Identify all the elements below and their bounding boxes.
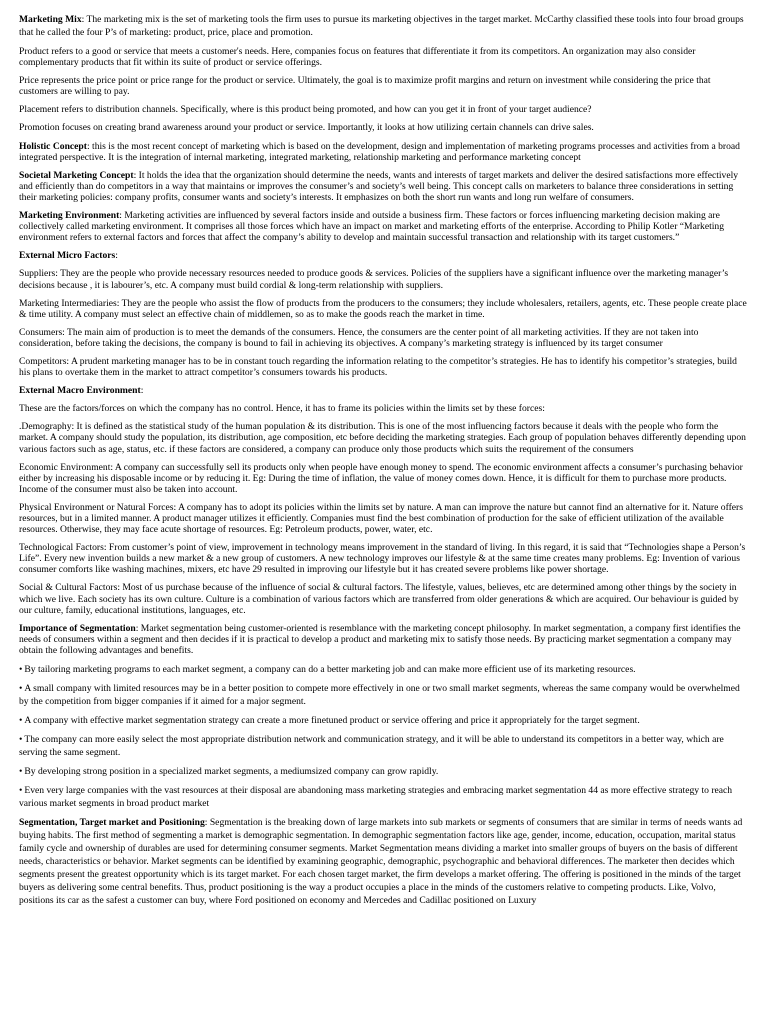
p-bullet-6 xyxy=(19,784,749,810)
p-demography xyxy=(19,421,749,454)
document-page xyxy=(19,13,749,914)
paragraph-text: Market segmentation being customer-oriented is resemblance with the marketing concept philosophy. In market segmentation, a company first identifies the needs of consumers within a segment and then decides if it is practical to develop a product and marketing mix to satisfy those needs. By practicing market segmentation a company may obtain the following advantages and benefits. xyxy=(19,622,741,656)
p-societal xyxy=(19,170,749,203)
bullet-marker: • xyxy=(19,715,23,727)
section-heading: Marketing Environment xyxy=(19,210,120,222)
p-holistic xyxy=(19,141,749,163)
heading-separator: : xyxy=(204,817,210,829)
p-bullet-2 xyxy=(19,682,749,708)
p-bullet-5 xyxy=(19,765,749,778)
section-heading: Marketing Mix xyxy=(19,14,82,25)
section-heading: Segmentation, Target market and Positioning xyxy=(19,817,205,829)
p-product xyxy=(19,46,749,68)
p-intermediaries xyxy=(19,298,749,320)
paragraph-text: Even very large companies with the vast resources at their disposal are abandoning mass marketing strategies and embracing market segmentation 44 as more effective strategy to reach various market segments in broad product market xyxy=(19,785,733,810)
paragraph-text: It holds the idea that the organization should determine the needs, wants and interests of target markets and deliver the desired satisfactions more effectively and efficiently than do competitors in a way that maintains or improves the consumer’s and society’s well being. This concept calls on marketers to balance three considerations in setting their marketing policies: company profits, consumer wants and society’s interests. It emphasizes on both the short run wants and long run welfare of consumers. xyxy=(19,169,739,203)
paragraph-text: By tailoring marketing programs to each market segment, a company can do a better marketing job and can make more efficient use of its marketing resources. xyxy=(24,664,636,676)
section-heading: Importance of Segmentation xyxy=(19,622,136,634)
paragraph-text: Promotion focuses on creating brand awareness around your product or service. Importantly, it looks at how utilizing certain channels can drive sales. xyxy=(19,122,594,134)
paragraph-text: The company can more easily select the most appropriate distribution network and communication strategy, and it will be able to understand its competitors in a better way, which are serving the same segment. xyxy=(19,734,724,759)
paragraph-text: Marketing Intermediaries: They are the people who assist the flow of products from the producers to the consumers; they include wholesalers, retailers, agents, etc. These people create place & time utility. A company must select an effective chain of middlemen, so as to make the goods reach the market in time. xyxy=(19,297,747,320)
paragraph-text: : xyxy=(115,250,118,262)
p-marketing-mix xyxy=(19,13,749,39)
bullet-marker: • xyxy=(19,734,23,746)
p-consumers xyxy=(19,327,749,349)
heading-separator: : xyxy=(86,140,93,152)
heading-separator: : xyxy=(81,14,87,25)
p-macro-intro xyxy=(19,403,749,414)
heading-separator: : xyxy=(133,169,139,181)
paragraph-text: Marketing activities are influenced by several factors inside and outside a business firm. These factors or forces influencing marketing decision making are collectively called marketing environment. It comprises all those forces which have an impact on market and marketing efforts of the enterprise. According to Philip Kotler “Marketing environment refers to external factors and forces that affect the company’s ability to develop and maintain successful transaction and relationship with its target customers.” xyxy=(19,210,725,244)
bullet-marker: • xyxy=(19,664,23,676)
p-bullet-4 xyxy=(19,733,749,759)
section-heading: Societal Marketing Concept xyxy=(19,169,134,181)
paragraph-text: : xyxy=(140,385,144,397)
paragraph-text: .Demography: It is defined as the statistical study of the human population & its distribution. This is one of the most influencing factors because it deals with the people who form the market. A company should study the population, its distribution, age composition, etc before deciding the marketing strategies. Each group of population behaves differently depending upon various factors such as age, status, etc. if these factors are considered, a company can produce only those products which suits the requirement of the consumers xyxy=(19,421,746,455)
bullet-marker: • xyxy=(19,785,23,797)
paragraph-text: Economic Environment: A company can successfully sell its products only when people have enough money to spend. The economic environment affects a consumer’s purchasing behavior either by increasing his disposable income or by reducing it. Eg: During the time of inflation, the value of money comes down. Hence, it is difficult for them to purchase more products. Income of the consumer must also be taken into account. xyxy=(19,461,743,495)
p-macro-heading xyxy=(19,385,749,396)
p-competitors xyxy=(19,356,749,378)
paragraph-text: Placement refers to distribution channels. Specifically, where is this product being promoted, and how can you get it in front of your target audience? xyxy=(19,104,592,116)
bullet-marker: • xyxy=(19,766,23,778)
paragraph-text: this is the most recent concept of marketing which is based on the development, design and implementation of marketing programs processes and activities from a broad integrated perspective. It is the integration of internal marketing, integrated marketing, relationship marketing and performance marketing concept xyxy=(19,140,740,163)
paragraph-text: Price represents the price point or price range for the product or service. Ultimately, the goal is to maximize profit margins and return on investment while considering the price that customers are willing to pay. xyxy=(19,75,711,98)
p-environment xyxy=(19,210,749,243)
p-segmentation xyxy=(19,816,749,907)
bullet-marker: • xyxy=(19,683,23,695)
paragraph-text: Consumers: The main aim of production is to meet the demands of the consumers. Hence, the consumers are the center point of all marketing activities. If they are not taken into consideration, before taking the decisions, the company is bound to fail in achieving its objectives. A company’s marketing strategy is influenced by its target consumer xyxy=(19,326,699,349)
p-placement xyxy=(19,104,749,115)
heading-separator: : xyxy=(119,210,125,222)
paragraph-text: Technological Factors: From customer’s point of view, improvement in technology means improvement in the standard of living. In this regard, it is said that “Technologies shape a Person’s Life”. Every new invention builds a new market & a new group of customers. A new technology improves our lifestyle & at the same time creates many problems. Eg: Invention of various consumer comforts like washing machines, mixers, etc have 29 resulted in improving our lifestyle but it has created severe problems like power shortage. xyxy=(19,542,746,576)
p-technological xyxy=(19,542,749,575)
p-micro-heading xyxy=(19,250,749,261)
p-economic xyxy=(19,462,749,495)
p-price xyxy=(19,75,749,97)
paragraph-text: A small company with limited resources may be in a better position to compete more effectively in one or two small market segments, whereas the same company would be overwhelmed by the competition from bigger companies if it aimed for a major segment. xyxy=(19,683,740,708)
paragraph-text: Suppliers: They are the people who provide necessary resources needed to produce goods & services. Policies of the suppliers have a significant influence over the marketing manager’s decisions because , it is labourer’s, etc. A company must build cordial & long-term relationship with suppliers. xyxy=(19,268,729,291)
section-heading: External Macro Environment xyxy=(19,385,141,397)
p-bullet-3 xyxy=(19,714,749,727)
p-bullet-1 xyxy=(19,663,749,676)
paragraph-text: By developing strong position in a specialized market segments, a mediumsized company can grow rapidly. xyxy=(24,766,439,778)
section-heading: External Micro Factors xyxy=(19,250,116,262)
paragraph-text: Social & Cultural Factors: Most of us purchase because of the influence of social & cultural factors. The lifestyle, values, believes, etc are determined among other things by the society in which we live. Each society has its own culture. Culture is a combination of various factors which are transferred from older generations & which are acquired. Our behaviour is guided by our culture, family, educational institutions, languages, etc. xyxy=(19,582,739,616)
paragraph-text: A company with effective market segmentation strategy can create a more finetuned product or service offering and price it appropriately for the target segment. xyxy=(24,715,640,727)
section-heading: Holistic Concept xyxy=(19,140,87,152)
p-suppliers xyxy=(19,268,749,290)
paragraph-text: Product refers to a good or service that meets a customer's needs. Here, companies focus on features that differentiate it from its competitors. An organization may also consider complementary products that fit within its suite of product or service offerings. xyxy=(19,46,696,69)
paragraph-text: Competitors: A prudent marketing manager has to be in constant touch regarding the information relating to the competitor’s strategies. He has to identify his competitor’s strategies, build his plans to overtake them in the market to attract competitor’s consumers towards his products. xyxy=(19,355,737,379)
p-importance xyxy=(19,623,749,656)
p-promotion xyxy=(19,122,749,133)
paragraph-text: Segmentation is the breaking down of large markets into sub markets or segments of consumers that are similar in terms of needs wants ad buying habits. The first method of segmenting a market is demographic segmentation. In demographic segmentation factors like age, gender, income, education, occupation, marital status family cycle and ownership of durables are used for determining consumer segments. Market Segmentation means dividing a market into smaller groups of buyers on the basis of different needs, characteristics or behavior. Market segments can be identified by examining geographic, demographic, psychographic and behavioral differences. The marketer then decides which segments present the greatest opportunity which is its target market. For each chosen target market, the firm develops a market offering. The offering is positioned in the minds of the target buyers as delivering some central benefits. Thus, product positioning is the way a product occupies a place in the minds of the customers relative to competing products. Like, Volvo, positions its car as the safest a customer can buy, where Ford positioned on economy and Mercedes and Cadillac positioned on Luxury xyxy=(19,817,743,907)
paragraph-text: These are the factors/forces on which the company has no control. Hence, it has to frame its policies within the limits set by these forces: xyxy=(19,403,545,415)
p-physical xyxy=(19,502,749,535)
p-social xyxy=(19,582,749,615)
paragraph-text: Physical Environment or Natural Forces: A company has to adopt its policies within the limits set by nature. A man can improve the nature but cannot find an alternative for it. Nature offers resources, but in a limited manner. A product manager utilizes it efficiently. Companies must find the best combination of production for the sake of efficient utilization of the available resources. Otherwise, they may face acute shortage of resources. Eg: Petroleum products, power, water, etc. xyxy=(19,501,743,536)
heading-separator: : xyxy=(135,622,141,634)
paragraph-text: The marketing mix is the set of marketing tools the firm uses to pursue its marketing objectives in the target market. McCarthy classified these tools into four broad groups that he called the four P’s of marketing: product, price, place and promotion. xyxy=(19,14,744,38)
